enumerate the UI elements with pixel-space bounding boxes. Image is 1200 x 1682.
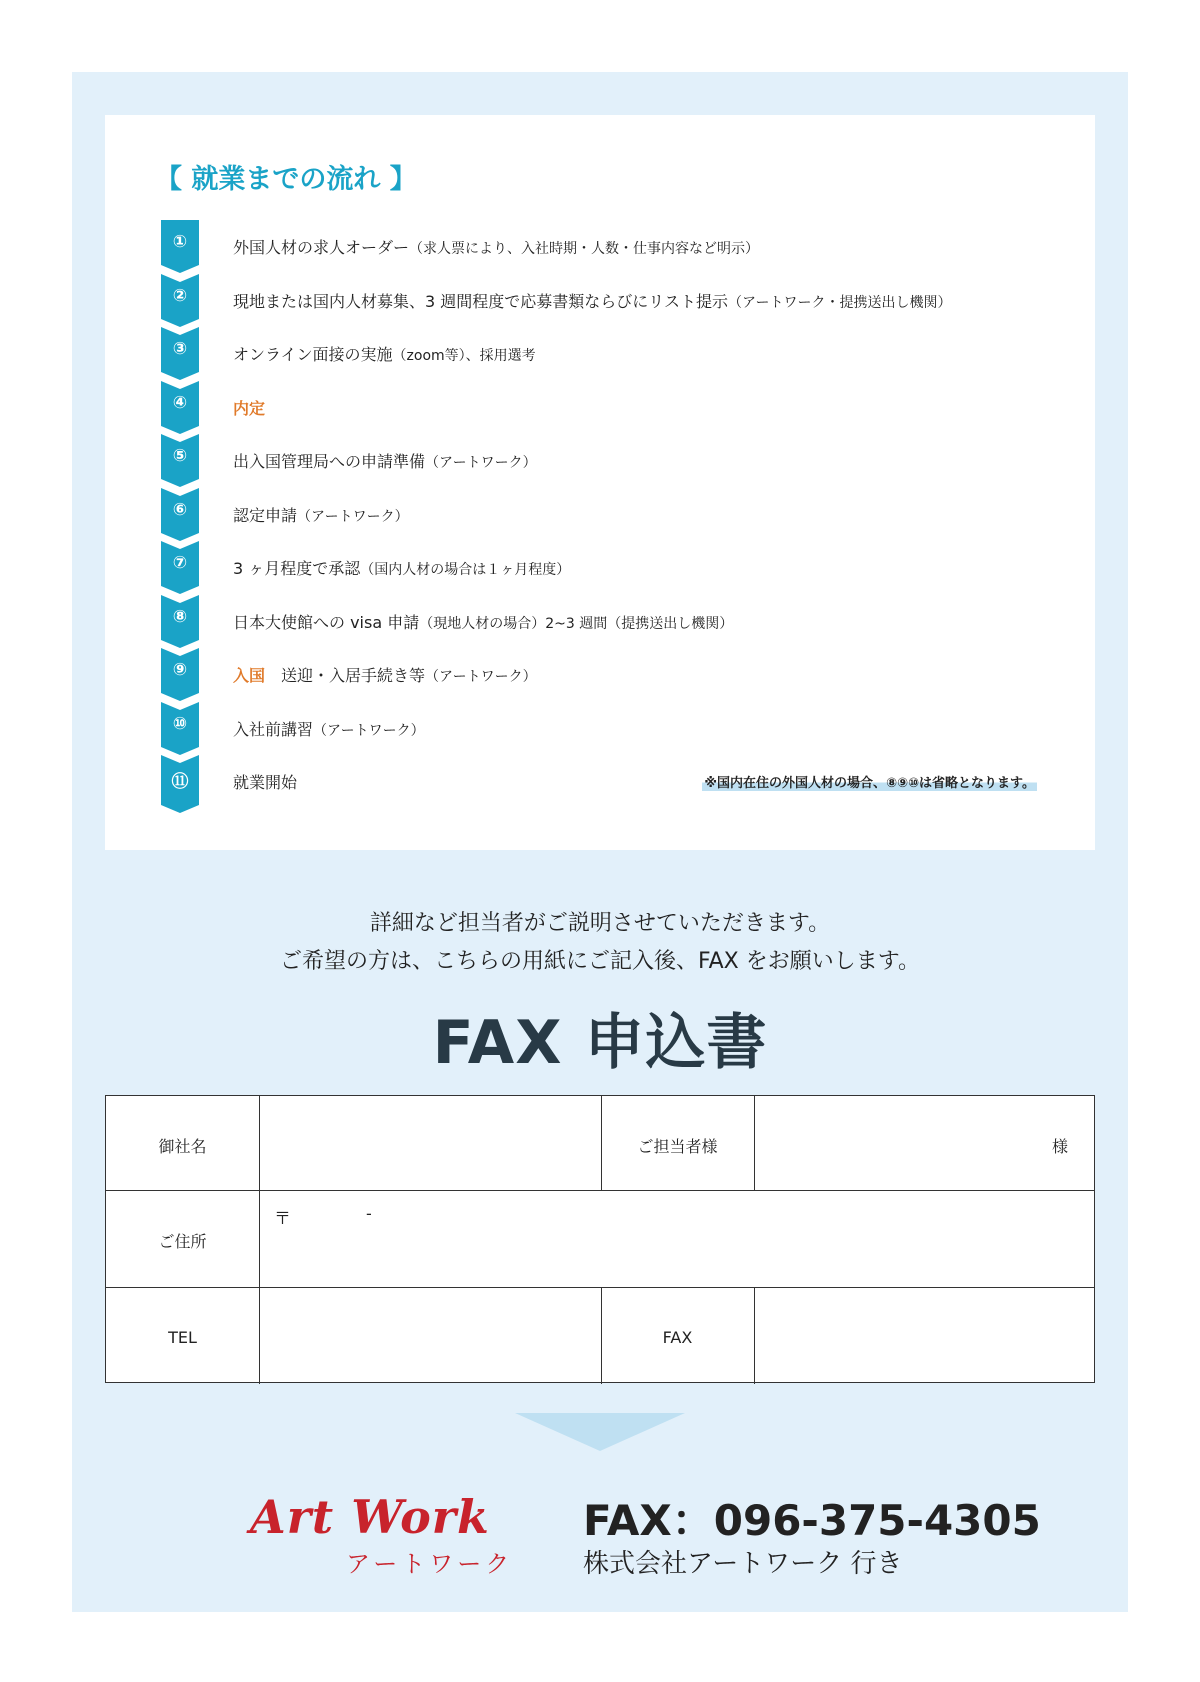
flow-step — [105, 327, 1095, 380]
tel-label: TEL — [168, 1328, 197, 1347]
step-note: （国内人材の場合は１ヶ月程度） — [360, 562, 571, 578]
step-text — [233, 503, 409, 526]
step-number-badge — [161, 327, 199, 380]
step-note: （現地人材の場合）2~3 週間（提携送出し機関） — [419, 615, 734, 632]
logo-kana: アートワーク — [346, 1550, 514, 1578]
contact-suffix: 様 — [1052, 1137, 1069, 1156]
step-number-badge — [161, 595, 199, 648]
step-main-text: 現地または国内人材募集、3 週間程度で応募書類ならびにリスト提示 — [233, 291, 728, 311]
postal-dash: - — [366, 1204, 372, 1223]
flow-step — [105, 648, 1095, 701]
column-divider — [259, 1096, 260, 1384]
flow-step — [105, 274, 1095, 327]
step-text — [233, 289, 952, 312]
flow-step — [105, 488, 1095, 541]
flow-step — [105, 541, 1095, 594]
flow-step — [105, 702, 1095, 755]
step-number: ⑦ — [172, 553, 188, 573]
form-title: FAX 申込書 — [432, 1008, 768, 1078]
step-main-text: 認定申請 — [233, 505, 298, 525]
address-label: ご住所 — [158, 1232, 207, 1251]
step-accent: 入国 — [233, 666, 266, 685]
step-note: （アートワーク） — [313, 722, 425, 739]
fax-number: FAX：096-375-4305 — [583, 1496, 1041, 1545]
step-number: ① — [172, 232, 188, 252]
step-accent: 内定 — [233, 398, 266, 418]
step-main-text: 送迎・入居手続き等 — [281, 666, 426, 685]
step-text — [233, 235, 759, 258]
step-note: （求人票により、入社時期・人数・仕事内容など明示） — [409, 241, 760, 257]
step-text — [233, 770, 297, 793]
step-note: （アートワーク） — [297, 508, 409, 525]
step-text — [233, 610, 733, 633]
tel-field[interactable] — [261, 1289, 601, 1382]
step-number: ⑩ — [172, 713, 188, 734]
step-text — [233, 396, 281, 419]
step-number: ⑥ — [172, 499, 188, 520]
step-number-badge — [161, 648, 199, 701]
fax-field[interactable] — [756, 1289, 1092, 1382]
step-text — [233, 342, 536, 365]
row-divider — [106, 1287, 1094, 1288]
address-field[interactable] — [261, 1192, 1094, 1287]
row-divider — [106, 1190, 1094, 1191]
step-number: ⑨ — [172, 660, 188, 680]
step-note: （アートワーク・提携送出し機関） — [727, 294, 952, 311]
step-note: （アートワーク） — [425, 669, 537, 685]
artwork-logo — [250, 1490, 530, 1580]
contact-label: ご担当者様 — [637, 1137, 718, 1156]
step-main-text: 入社前講習 — [233, 719, 314, 739]
step-number-badge — [161, 434, 199, 487]
flow-step — [105, 381, 1095, 434]
step-number: ③ — [172, 339, 188, 359]
step-note: （zoom等）、採用選考 — [392, 348, 536, 364]
application-form-table — [105, 1095, 1095, 1383]
flow-card — [105, 115, 1095, 850]
column-divider — [754, 1287, 755, 1384]
step-main-text: 3 ヶ月程度で承認 — [233, 559, 361, 578]
step-text — [233, 556, 570, 579]
step-main-text: オンライン面接の実施 — [233, 345, 393, 364]
intro-line-1: 詳細など担当者がご説明させていただきます。 — [369, 911, 831, 936]
step-number-badge — [161, 755, 199, 808]
company-field[interactable] — [261, 1098, 601, 1190]
step-note: （アートワーク） — [425, 455, 537, 471]
step-main-text: 出入国管理局への申請準備 — [233, 452, 426, 471]
flow-step — [105, 595, 1095, 648]
step-main-text: 外国人材の求人オーダー — [233, 238, 410, 257]
contact-field[interactable] — [756, 1098, 1092, 1190]
column-divider — [754, 1096, 755, 1190]
step-number-badge — [161, 381, 199, 434]
intro-line-2: ご希望の方は、こちらの用紙にご記入後、FAX をお願いします。 — [280, 949, 920, 974]
step-number: ④ — [172, 392, 188, 413]
step-text — [233, 717, 425, 740]
flow-step — [105, 434, 1095, 487]
step-number-badge — [161, 702, 199, 755]
step-number-badge — [161, 541, 199, 594]
step-number-badge — [161, 220, 199, 273]
fax-label: FAX — [662, 1328, 693, 1347]
postal-mark: 〒 — [274, 1209, 291, 1229]
step-number-badge — [161, 274, 199, 327]
step-number: ⑧ — [172, 606, 188, 627]
fax-destination: 株式会社アートワーク 行き — [583, 1549, 903, 1579]
flow-step — [105, 220, 1095, 273]
company-label: 御社名 — [158, 1137, 207, 1156]
step-number: ② — [172, 285, 188, 306]
flow-footnote: ※国内在住の外国人材の場合、⑧⑨⑩は省略となります。 — [702, 772, 1037, 791]
chevron-down-icon — [515, 1413, 685, 1453]
step-text — [233, 449, 537, 472]
flow-title: 【 就業までの流れ 】 — [155, 164, 417, 195]
step-text — [233, 663, 537, 686]
step-main-text: 日本大使館への visa 申請 — [233, 612, 420, 632]
step-number-badge — [161, 488, 199, 541]
step-number: ⑪ — [171, 772, 189, 792]
step-main-text: 就業開始 — [233, 773, 298, 792]
step-number: ⑤ — [172, 446, 188, 466]
logo-text: Art Work — [250, 1490, 490, 1544]
